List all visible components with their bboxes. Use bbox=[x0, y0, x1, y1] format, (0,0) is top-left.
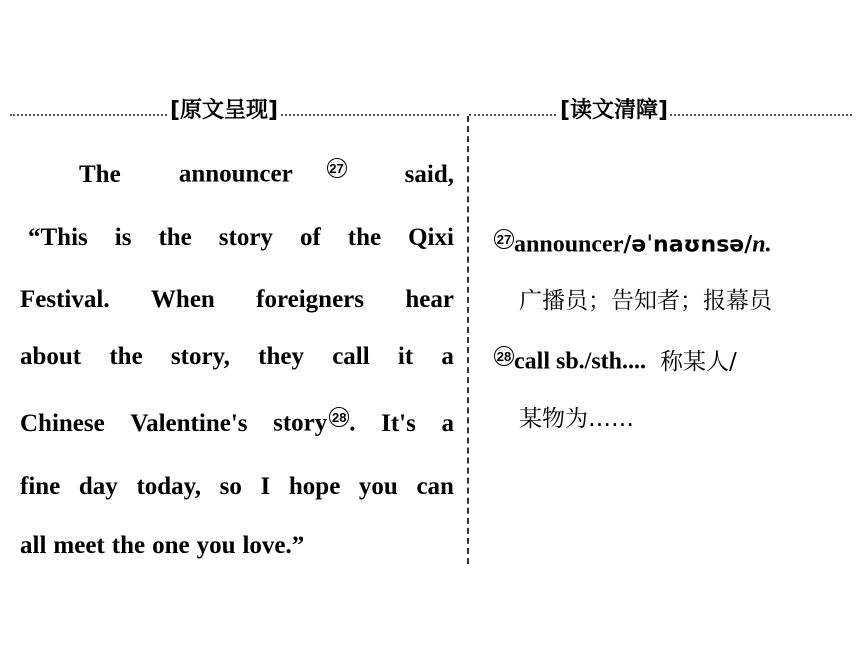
column-divider bbox=[467, 116, 469, 564]
word: When bbox=[150, 286, 215, 313]
passage-line-4 bbox=[20, 342, 454, 372]
word: announcer bbox=[178, 160, 293, 188]
right-heading: [读文清障] bbox=[558, 96, 670, 126]
word: call bbox=[332, 343, 370, 370]
passage-line-6 bbox=[20, 472, 454, 502]
word: love.” bbox=[242, 532, 305, 559]
note-27-phonetic: /əˈnaʊnsə/ bbox=[623, 232, 753, 258]
word: it bbox=[397, 343, 414, 370]
word: about bbox=[20, 343, 82, 370]
word: Valentine's bbox=[130, 409, 248, 437]
word: fine bbox=[20, 473, 61, 500]
word: the bbox=[158, 224, 192, 251]
note-27-headword bbox=[494, 229, 772, 261]
note-28-headword bbox=[494, 346, 737, 377]
left-heading: [原文呈现] bbox=[168, 96, 280, 126]
word: meet bbox=[53, 532, 105, 559]
note-27-pos: n. bbox=[752, 231, 772, 258]
word: you bbox=[358, 473, 398, 500]
note-marker-28: 28 bbox=[494, 346, 514, 366]
word: one bbox=[152, 532, 190, 559]
word: It's bbox=[381, 409, 416, 437]
passage-line-1 bbox=[79, 158, 454, 190]
word: story bbox=[273, 409, 328, 437]
note-27-term: announcer bbox=[514, 231, 624, 258]
word-with-marker bbox=[273, 407, 355, 439]
word: a bbox=[441, 343, 454, 370]
word: can bbox=[416, 473, 454, 500]
word: said, bbox=[404, 160, 454, 188]
word: the bbox=[111, 532, 146, 559]
word: The bbox=[79, 160, 121, 188]
punctuation: . bbox=[349, 409, 356, 437]
note-marker-27: 27 bbox=[494, 229, 514, 249]
word: they bbox=[258, 343, 304, 370]
word: a bbox=[441, 409, 454, 437]
passage-line-5 bbox=[20, 407, 454, 439]
word: Chinese bbox=[20, 409, 105, 437]
note-28-term: call sb./sth.... bbox=[514, 348, 647, 375]
note-28-meaning-a: 称某人/ bbox=[660, 348, 737, 375]
word: today, bbox=[136, 473, 202, 500]
word: I bbox=[260, 473, 271, 500]
word: so bbox=[219, 473, 242, 500]
word: Qixi bbox=[408, 224, 454, 251]
word: hope bbox=[288, 473, 341, 500]
note-28-meaning-b: 某物为…… bbox=[519, 406, 634, 432]
word: story, bbox=[170, 343, 230, 370]
passage-line-2 bbox=[28, 223, 454, 253]
note-marker-27: 27 bbox=[327, 158, 347, 178]
word-with-marker bbox=[179, 158, 347, 190]
word: hear bbox=[405, 286, 454, 313]
word: foreigners bbox=[256, 286, 365, 313]
passage-line-3 bbox=[20, 285, 454, 315]
word: day bbox=[78, 473, 118, 500]
word: all bbox=[20, 532, 47, 559]
word: story bbox=[218, 224, 273, 251]
word: the bbox=[109, 343, 143, 370]
note-marker-28: 28 bbox=[329, 407, 349, 427]
word: Festival. bbox=[20, 286, 110, 313]
word: is bbox=[114, 224, 132, 251]
word: you bbox=[196, 532, 236, 559]
word: the bbox=[347, 224, 382, 251]
word: “This bbox=[28, 224, 88, 251]
note-27-meaning: 广播员；告知者；报幕员 bbox=[519, 288, 772, 314]
word: of bbox=[299, 224, 321, 251]
passage-line-7 bbox=[20, 531, 454, 561]
